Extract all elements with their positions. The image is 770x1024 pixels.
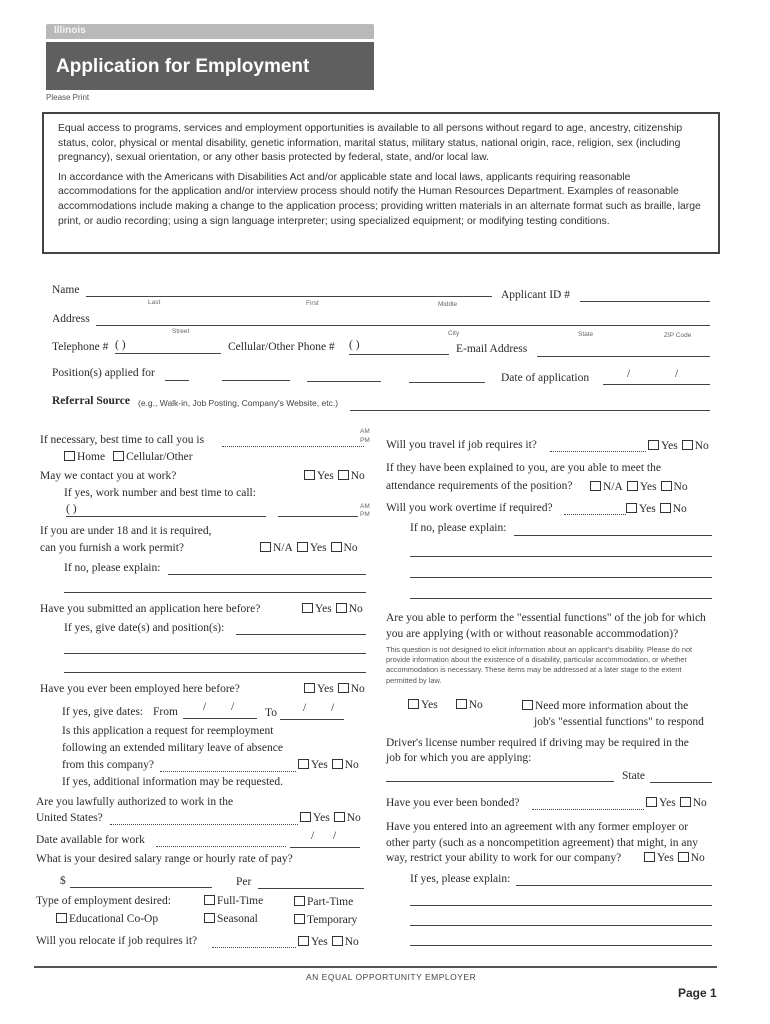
address-sub-state: State [578, 331, 594, 338]
submitted-before-label: Have you submitted an application here before? [40, 603, 261, 615]
eeo-paragraph: Equal access to programs, services and employment opportunities is available to all persons without regard to age, ancestry, citizenship status, color, physical or mental disability, genetic information, marital status, military status, national origin, race, religion, sex (including pregnancy), sexual orientation, or any other basis protected by federal, state, and/or local law. [58, 123, 683, 164]
permit-yes-label: Yes [309, 542, 327, 554]
travel-leader [550, 451, 646, 452]
work-best-time-field[interactable] [278, 516, 358, 517]
relocate-label: Will you relocate if job requires it? [36, 935, 198, 947]
attendance-yes-label: Yes [639, 481, 657, 493]
relocate-no-checkbox[interactable] [332, 936, 343, 946]
position-label: Position(s) applied for [52, 367, 155, 379]
applicant-id-label: Applicant ID # [501, 289, 570, 301]
name-sub-last: Last [148, 299, 161, 306]
agreement-explain-field-1[interactable] [516, 885, 712, 886]
referral-hint: (e.g., Walk-in, Job Posting, Company's Website, etc.) [138, 398, 339, 408]
overtime-leader [564, 514, 626, 515]
employed-from-label: From [153, 706, 178, 718]
bonded-label: Have you ever been bonded? [386, 797, 520, 809]
bonded-no-label: No [692, 797, 707, 809]
agreement-explain-field-3[interactable] [410, 925, 712, 926]
print-note: Please Print [46, 93, 90, 102]
salary-dollar: $ [60, 875, 66, 887]
position-field-4[interactable] [409, 382, 485, 383]
relocate-no-label: No [344, 936, 359, 948]
agreement-yes-label: Yes [657, 852, 674, 864]
employed-no-checkbox[interactable] [338, 683, 349, 693]
salary-per-label: Per [236, 876, 252, 888]
reemployment-label-1: Is this application a request for reemployment [62, 725, 274, 737]
bonded-leader [532, 809, 644, 810]
submitted-no-checkbox[interactable] [336, 603, 347, 613]
cell-phone-label: Cellular/Other Phone # [228, 341, 335, 353]
relocate-leader [212, 947, 296, 948]
overtime-no-label: No [672, 503, 687, 515]
home-checkbox[interactable] [64, 451, 75, 461]
part-time-label: Part-Time [307, 896, 354, 908]
agreement-explain-label: If yes, please explain: [410, 873, 511, 885]
footer-rule [34, 966, 717, 968]
submitted-dates-field-1[interactable] [236, 634, 366, 635]
contact-work-yes-checkbox[interactable] [304, 470, 315, 480]
address-field[interactable] [96, 325, 710, 326]
to-slash-1: / [303, 702, 307, 714]
address-label: Address [52, 313, 90, 325]
travel-no-label: No [694, 440, 709, 452]
best-time-field[interactable] [222, 446, 364, 447]
overtime-explain-field-3[interactable] [410, 577, 712, 578]
license-label-1: Driver's license number required if driving may be required in the [386, 737, 689, 749]
part-time-checkbox[interactable] [294, 896, 305, 906]
telephone-label: Telephone # [52, 341, 109, 353]
home-label: Home [77, 451, 106, 463]
employed-no-label: No [350, 683, 365, 695]
temporary-checkbox[interactable] [294, 914, 305, 924]
attendance-label-1: If they have been explained to you, are you able to meet the [386, 462, 661, 474]
relocate-yes-label: Yes [311, 936, 328, 948]
employed-from-field[interactable] [183, 718, 257, 719]
submitted-dates-label: If yes, give date(s) and position(s): [64, 622, 225, 634]
permit-na-label: N/A [273, 542, 293, 554]
agreement-label-3: way, restrict your ability to work for our company? [386, 852, 622, 864]
license-label-2: job for which you are applying: [386, 752, 532, 764]
lawful-no-label: No [346, 812, 361, 824]
travel-no-checkbox[interactable] [682, 440, 693, 450]
overtime-explain-field-4[interactable] [410, 598, 712, 599]
agreement-no-checkbox[interactable] [678, 852, 689, 862]
reemployment-yes-label: Yes [311, 759, 328, 771]
work-pm-label: PM [360, 511, 370, 518]
position-field-3[interactable] [307, 381, 381, 382]
bonded-yes-checkbox[interactable] [646, 797, 657, 807]
submitted-dates-field-3[interactable] [64, 672, 366, 673]
ada-paragraph: In accordance with the Americans with Disabilities Act and/or applicable state and local laws, applicants requiring reasonable accommodations for the application and/or interview process should notify the Human Resources Department. Examples of reasonable accommodations include making a change to the application process; providing written materials in an alternate format such as braille, large print, or audio recording; using a sign language interpreter; using specialized equipment; or modifying testing conditions. [58, 171, 701, 227]
essential-functions-label-1: Are you able to perform the "essential functions" of the job for which [386, 612, 706, 624]
essential-no-label: No [468, 699, 483, 711]
telephone-area-code: ( ) [115, 339, 126, 351]
eoe-footer: AN EQUAL OPPORTUNITY EMPLOYER [306, 972, 477, 982]
need-more-info-label-2: job's "essential functions" to respond [534, 716, 704, 728]
permit-no-label: No [343, 542, 358, 554]
name-sub-middle: Middle [438, 301, 458, 308]
permit-yes-checkbox[interactable] [297, 542, 308, 552]
license-number-field[interactable] [386, 781, 614, 782]
lawful-yes-checkbox[interactable] [300, 812, 311, 822]
cellular-other-label: Cellular/Other [126, 451, 193, 463]
title-banner [46, 42, 374, 90]
name-field[interactable] [86, 296, 492, 297]
eeo-notice-box [42, 112, 720, 254]
am-label: AM [360, 428, 370, 435]
employed-dates-label: If yes, give dates: [62, 706, 144, 718]
salary-label: What is your desired salary range or hourly rate of pay? [36, 853, 293, 865]
position-field-2[interactable] [222, 380, 290, 381]
essential-no-checkbox[interactable] [456, 699, 467, 709]
name-label: Name [52, 284, 80, 296]
overtime-no-checkbox[interactable] [660, 503, 671, 513]
lawful-no-checkbox[interactable] [334, 812, 345, 822]
reemployment-no-label: No [344, 759, 359, 771]
license-state-label: State [622, 770, 645, 782]
attendance-yes-checkbox[interactable] [627, 481, 638, 491]
submitted-yes-label: Yes [315, 603, 332, 615]
reemployment-yes-checkbox[interactable] [298, 759, 309, 769]
agreement-label-2: other party (such as a noncompetition agreement) that might, in any [386, 837, 699, 849]
contact-work-yes-label: Yes [317, 470, 334, 482]
date-available-leader [156, 846, 286, 847]
full-time-checkbox[interactable] [204, 895, 215, 905]
reemployment-label-3: from this company? [62, 759, 154, 771]
date-of-application-field[interactable] [603, 384, 710, 385]
state-label: Illinois [54, 25, 86, 36]
email-label: E-mail Address [456, 343, 528, 355]
employed-to-label: To [265, 707, 277, 719]
date-slash-1: / [627, 368, 631, 380]
address-sub-city: City [448, 330, 460, 337]
employed-yes-label: Yes [317, 683, 334, 695]
relocate-yes-checkbox[interactable] [298, 936, 309, 946]
reemployment-no-checkbox[interactable] [332, 759, 343, 769]
bonded-no-checkbox[interactable] [680, 797, 691, 807]
employed-yes-checkbox[interactable] [304, 683, 315, 693]
from-slash-1: / [203, 701, 207, 713]
agreement-no-label: No [690, 852, 705, 864]
essential-functions-label-2: you are applying (with or without reasonable accommodation)? [386, 628, 679, 640]
date-slash-2: / [675, 368, 679, 380]
license-state-field[interactable] [650, 782, 712, 783]
referral-label: Referral Source [52, 395, 131, 407]
work-permit-label: can you furnish a work permit? [40, 542, 185, 554]
lawful-label-1: Are you lawfully authorized to work in the [36, 796, 234, 808]
travel-yes-checkbox[interactable] [648, 440, 659, 450]
seasonal-label: Seasonal [217, 913, 258, 925]
work-number-field[interactable] [66, 516, 266, 517]
applicant-id-field[interactable] [580, 301, 710, 302]
overtime-explain-field-2[interactable] [410, 556, 712, 557]
overtime-yes-checkbox[interactable] [626, 503, 637, 513]
contact-work-no-label: No [350, 470, 365, 482]
attendance-no-label: No [673, 481, 688, 493]
date-available-field[interactable] [290, 847, 360, 848]
agreement-explain-field-2[interactable] [410, 905, 712, 906]
attendance-na-label: N/A [603, 481, 623, 493]
submitted-yes-checkbox[interactable] [302, 603, 313, 613]
need-more-info-checkbox[interactable] [522, 700, 533, 710]
need-more-info-label-1: Need more information about the [535, 700, 689, 712]
telephone-field[interactable] [115, 353, 221, 354]
permit-na-checkbox[interactable] [260, 542, 271, 552]
salary-field[interactable] [70, 887, 212, 888]
submitted-no-label: No [348, 603, 363, 615]
employed-to-field[interactable] [280, 719, 344, 720]
salary-per-field[interactable] [258, 888, 364, 889]
contact-at-work-label: May we contact you at work? [40, 470, 177, 482]
address-sub-zip: ZIP Code [664, 332, 692, 339]
permit-explain-label: If no, please explain: [64, 562, 161, 574]
seasonal-checkbox[interactable] [204, 913, 215, 923]
lawful-leader [110, 824, 298, 825]
email-field[interactable] [537, 356, 710, 357]
state-strip [46, 24, 374, 39]
avail-slash-2: / [333, 830, 337, 842]
work-area-code: ( ) [66, 503, 77, 515]
attendance-label-2: attendance requirements of the position? [386, 480, 573, 492]
date-of-application-label: Date of application [501, 372, 590, 384]
attendance-na-checkbox[interactable] [590, 481, 601, 491]
additional-info-note: If yes, additional information may be requested. [62, 776, 283, 788]
work-am-label: AM [360, 503, 370, 510]
to-slash-2: / [331, 702, 335, 714]
name-sub-first: First [306, 300, 319, 307]
agreement-explain-field-4[interactable] [410, 945, 712, 946]
lawful-yes-label: Yes [313, 812, 330, 824]
bonded-yes-label: Yes [659, 797, 676, 809]
cellular-other-checkbox[interactable] [113, 451, 124, 461]
permit-no-checkbox[interactable] [331, 542, 342, 552]
contact-work-no-checkbox[interactable] [338, 470, 349, 480]
overtime-label: Will you work overtime if required? [386, 502, 553, 514]
pm-label: PM [360, 437, 370, 444]
reemployment-leader [160, 771, 296, 772]
overtime-yes-label: Yes [639, 503, 656, 515]
travel-label: Will you travel if job requires it? [386, 439, 537, 451]
under-18-label: If you are under 18 and it is required, [40, 525, 212, 537]
page-title: Application for Employment [56, 56, 310, 77]
position-field-1[interactable] [165, 380, 189, 381]
submitted-dates-field-2[interactable] [64, 653, 366, 654]
attendance-no-checkbox[interactable] [661, 481, 672, 491]
referral-field[interactable] [350, 410, 710, 411]
travel-yes-label: Yes [661, 440, 678, 452]
essential-functions-note: This question is not designed to elicit information about an applicant's disability. Please do not provide information about the existence of a disability, particular accommodation, or whether accommodation is necessary. These items may be addressed at a later stage to the extent permitted by law. [386, 645, 693, 685]
cell-phone-field[interactable] [349, 354, 449, 355]
permit-explain-field-2[interactable] [64, 592, 366, 593]
avail-slash-1: / [311, 830, 315, 842]
best-time-label: If necessary, best time to call you is [40, 434, 205, 446]
employment-type-label: Type of employment desired: [36, 895, 171, 907]
overtime-explain-field-1[interactable] [514, 535, 712, 536]
lawful-label-2: United States? [36, 812, 103, 824]
agreement-yes-checkbox[interactable] [644, 852, 655, 862]
full-time-label: Full-Time [217, 895, 264, 907]
cell-area-code: ( ) [349, 339, 360, 351]
from-slash-2: / [231, 701, 235, 713]
temporary-label: Temporary [307, 914, 358, 926]
overtime-explain-label: If no, please explain: [410, 522, 507, 534]
address-sub-street: Street [172, 328, 190, 335]
essential-yes-label: Yes [421, 699, 438, 711]
reemployment-label-2: following an extended military leave of absence [62, 742, 283, 754]
work-number-label: If yes, work number and best time to call: [64, 487, 256, 499]
essential-yes-checkbox[interactable] [408, 699, 419, 709]
page-number: Page 1 [678, 986, 717, 1000]
agreement-label-1: Have you entered into an agreement with any former employer or [386, 821, 689, 833]
permit-explain-field-1[interactable] [168, 574, 366, 575]
educational-coop-checkbox[interactable] [56, 913, 67, 923]
educational-coop-label: Educational Co-Op [69, 913, 159, 925]
date-available-label: Date available for work [36, 834, 145, 846]
employed-before-label: Have you ever been employed here before? [40, 683, 240, 695]
